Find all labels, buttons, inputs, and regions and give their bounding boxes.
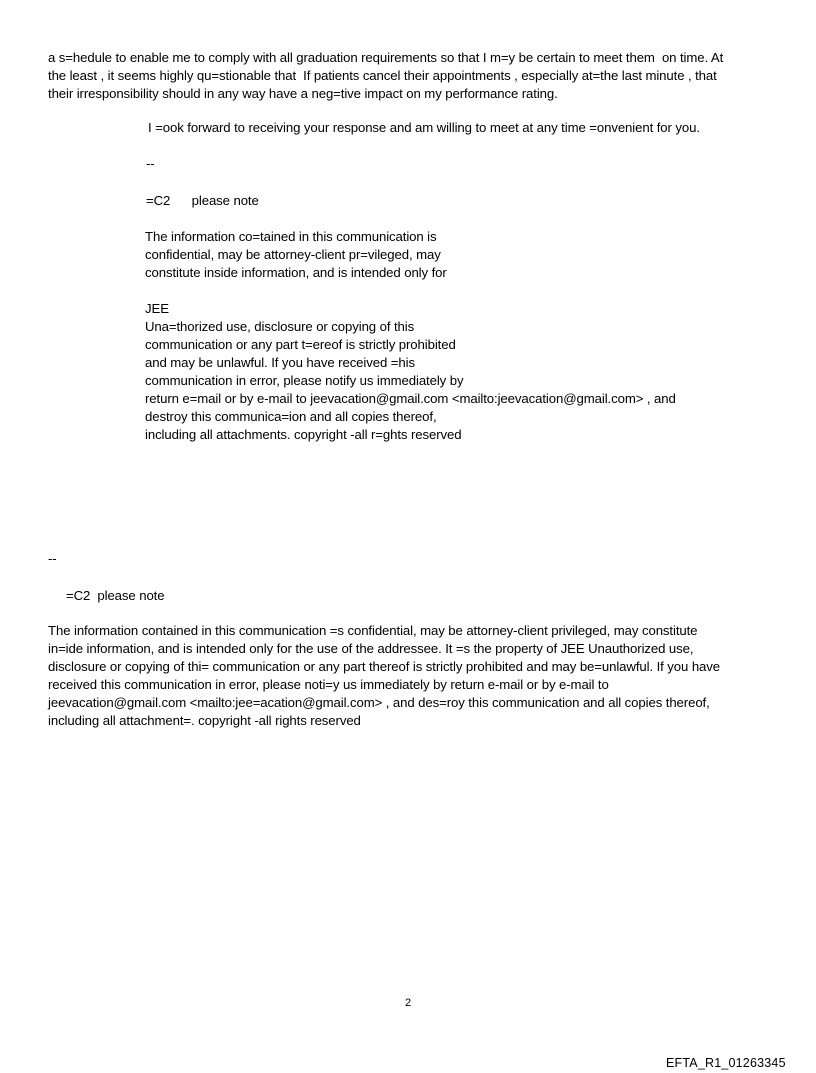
document-id: EFTA_R1_01263345 [666,1056,786,1070]
disclaimer-line: including all attachment=. copyright -all rights reserved [48,713,361,728]
disclaimer-line: constitute inside information, and is intended only for [145,265,447,280]
disclaimer-line: in=ide information, and is intended only for the use of the addressee. It =s the property of JEE Unauthorized use, [48,641,694,656]
intro-line: the least , it seems highly qu=stionable that If patients cancel their appointments , especially at=the last minute , that [48,68,717,83]
please-note-label: =C2 please note [66,588,165,603]
disclaimer-line: received this communication in error, please noti=y us immediately by return e-mail or by e-mail to [48,677,609,692]
disclaimer-line: communication in error, please notify us immediately by [145,373,464,388]
signature-separator: -- [48,551,57,566]
disclaimer-line: destroy this communica=ion and all copies thereof, [145,409,437,424]
disclaimer-line: and may be unlawful. If you have received =his [145,355,415,370]
signature-separator: -- [146,156,155,171]
intro-line: their irresponsibility should in any way have a neg=tive impact on my performance rating. [48,86,558,101]
disclaimer-line: communication or any part t=ereof is strictly prohibited [145,337,456,352]
page-number: 2 [405,997,412,1009]
intro-line: a s=hedule to enable me to comply with all graduation requirements so that I m=y be certain to meet them on time. At [48,50,724,65]
disclaimer-line: return e=mail or by e-mail to jeevacation@gmail.com <mailto:jeevacation@gmail.com> , and [145,391,676,406]
disclaimer-line: disclosure or copying of thi= communication or any part thereof is strictly prohibited and may be=unlawful. If you have [48,659,721,674]
disclaimer-line: jeevacation@gmail.com <mailto:jee=acation@gmail.com> , and des=roy this communication and all copies thereof, [48,695,710,710]
disclaimer-line: JEE [145,301,169,316]
disclaimer-line: The information contained in this communication =s confidential, may be attorney-client privileged, may constitute [48,623,698,638]
disclaimer-line: The information co=tained in this communication is [145,229,437,244]
please-note-label: =C2 please note [146,193,259,208]
disclaimer-line: including all attachments. copyright -all r=ghts reserved [145,427,462,442]
disclaimer-line: confidential, may be attorney-client pr=vileged, may [145,247,441,262]
disclaimer-line: Una=thorized use, disclosure or copying of this [145,319,415,334]
closing-line: I =ook forward to receiving your response and am willing to meet at any time =onvenient for you. [148,120,700,135]
